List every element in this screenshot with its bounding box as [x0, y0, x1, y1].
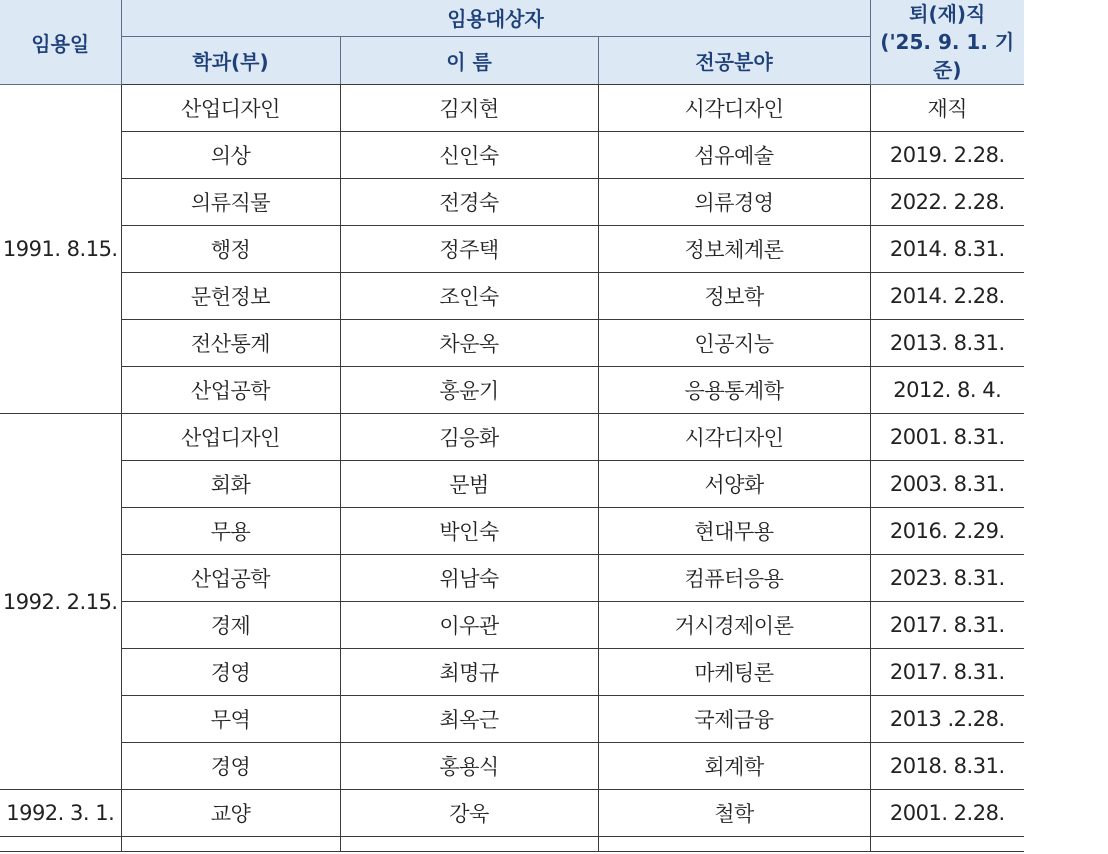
name-cell: 최옥근: [340, 696, 598, 743]
dept-cell: 교양: [121, 790, 340, 837]
dept-cell: 산업공학: [121, 555, 340, 602]
table-body: [0, 85, 1024, 852]
name-cell: 신인숙: [340, 132, 598, 179]
major-cell: 회계학: [598, 743, 870, 790]
retirement-cell: 2001. 2.28.: [870, 790, 1024, 837]
header-date: 임용일: [0, 0, 121, 85]
name-cell: 김응화: [340, 414, 598, 461]
table-row: [0, 85, 1024, 132]
partial-cell: [340, 837, 598, 852]
retirement-cell: 재직: [870, 85, 1024, 132]
header-major: 전공분야: [598, 36, 870, 84]
partial-cell: [870, 837, 1024, 852]
appointment-date-cell: 1992. 2.15.: [0, 414, 121, 790]
major-cell: 의류경영: [598, 179, 870, 226]
dept-cell: 산업디자인: [121, 85, 340, 132]
name-cell: 박인숙: [340, 508, 598, 555]
retirement-cell: 2012. 8. 4.: [870, 367, 1024, 414]
name-cell: 정주택: [340, 226, 598, 273]
dept-cell: 산업디자인: [121, 414, 340, 461]
table-row: [0, 226, 1024, 273]
appointment-date-cell: 1991. 8.15.: [0, 85, 121, 414]
header-retirement: [870, 0, 1024, 85]
dept-cell: 산업공학: [121, 367, 340, 414]
name-cell: 김지현: [340, 85, 598, 132]
major-cell: 시각디자인: [598, 414, 870, 461]
dept-cell: 회화: [121, 461, 340, 508]
retirement-cell: 2019. 2.28.: [870, 132, 1024, 179]
appointment-date-cell: 1992. 3. 1.: [0, 790, 121, 837]
retirement-cell: 2017. 8.31.: [870, 649, 1024, 696]
retirement-cell: 2022. 2.28.: [870, 179, 1024, 226]
table-row: [0, 414, 1024, 461]
name-cell: 조인숙: [340, 273, 598, 320]
table-row: [0, 179, 1024, 226]
retirement-cell: 2013. 8.31.: [870, 320, 1024, 367]
partial-cell: [121, 837, 340, 852]
dept-cell: 행정: [121, 226, 340, 273]
table-row: [0, 461, 1024, 508]
major-cell: 시각디자인: [598, 85, 870, 132]
name-cell: 차운옥: [340, 320, 598, 367]
major-cell: 섬유예술: [598, 132, 870, 179]
major-cell: 현대무용: [598, 508, 870, 555]
name-cell: 강욱: [340, 790, 598, 837]
table-row: [0, 132, 1024, 179]
major-cell: 철학: [598, 790, 870, 837]
table-row: [0, 790, 1024, 837]
dept-cell: 경제: [121, 602, 340, 649]
retirement-cell: 2016. 2.29.: [870, 508, 1024, 555]
dept-cell: 경영: [121, 649, 340, 696]
name-cell: 위남숙: [340, 555, 598, 602]
table-row: [0, 743, 1024, 790]
name-cell: 전경숙: [340, 179, 598, 226]
partial-cell: [0, 837, 121, 852]
major-cell: 응용통계학: [598, 367, 870, 414]
table-row-partial: [0, 837, 1024, 852]
major-cell: 마케팅론: [598, 649, 870, 696]
dept-cell: 경영: [121, 743, 340, 790]
header-dept: 학과(부): [121, 36, 340, 84]
dept-cell: 무역: [121, 696, 340, 743]
header-name: 이 름: [340, 36, 598, 84]
major-cell: 거시경제이론: [598, 602, 870, 649]
header-retirement-line2: ('25. 9. 1. 기준): [880, 30, 1015, 82]
major-cell: 인공지능: [598, 320, 870, 367]
table-row: [0, 273, 1024, 320]
major-cell: 정보학: [598, 273, 870, 320]
table-row: [0, 602, 1024, 649]
name-cell: 홍용식: [340, 743, 598, 790]
retirement-cell: 2014. 2.28.: [870, 273, 1024, 320]
dept-cell: 문헌정보: [121, 273, 340, 320]
retirement-cell: 2017. 8.31.: [870, 602, 1024, 649]
name-cell: 문범: [340, 461, 598, 508]
retirement-cell: 2014. 8.31.: [870, 226, 1024, 273]
retirement-cell: 2018. 8.31.: [870, 743, 1024, 790]
table-row: [0, 367, 1024, 414]
dept-cell: 의상: [121, 132, 340, 179]
table-row: [0, 649, 1024, 696]
major-cell: 서양화: [598, 461, 870, 508]
retirement-cell: 2023. 8.31.: [870, 555, 1024, 602]
dept-cell: 의류직물: [121, 179, 340, 226]
dept-cell: 전산통계: [121, 320, 340, 367]
major-cell: 컴퓨터응용: [598, 555, 870, 602]
retirement-cell: 2013 .2.28.: [870, 696, 1024, 743]
table-row: [0, 320, 1024, 367]
table-row: [0, 508, 1024, 555]
major-cell: 정보체계론: [598, 226, 870, 273]
dept-cell: 무용: [121, 508, 340, 555]
header-retirement-line1: 퇴(재)직: [909, 2, 986, 26]
table-row: [0, 555, 1024, 602]
partial-cell: [598, 837, 870, 852]
retirement-cell: 2003. 8.31.: [870, 461, 1024, 508]
name-cell: 홍윤기: [340, 367, 598, 414]
major-cell: 국제금융: [598, 696, 870, 743]
name-cell: 최명규: [340, 649, 598, 696]
name-cell: 이우관: [340, 602, 598, 649]
header-appointees: 임용대상자: [121, 0, 870, 36]
table-row: [0, 696, 1024, 743]
retirement-cell: 2001. 8.31.: [870, 414, 1024, 461]
